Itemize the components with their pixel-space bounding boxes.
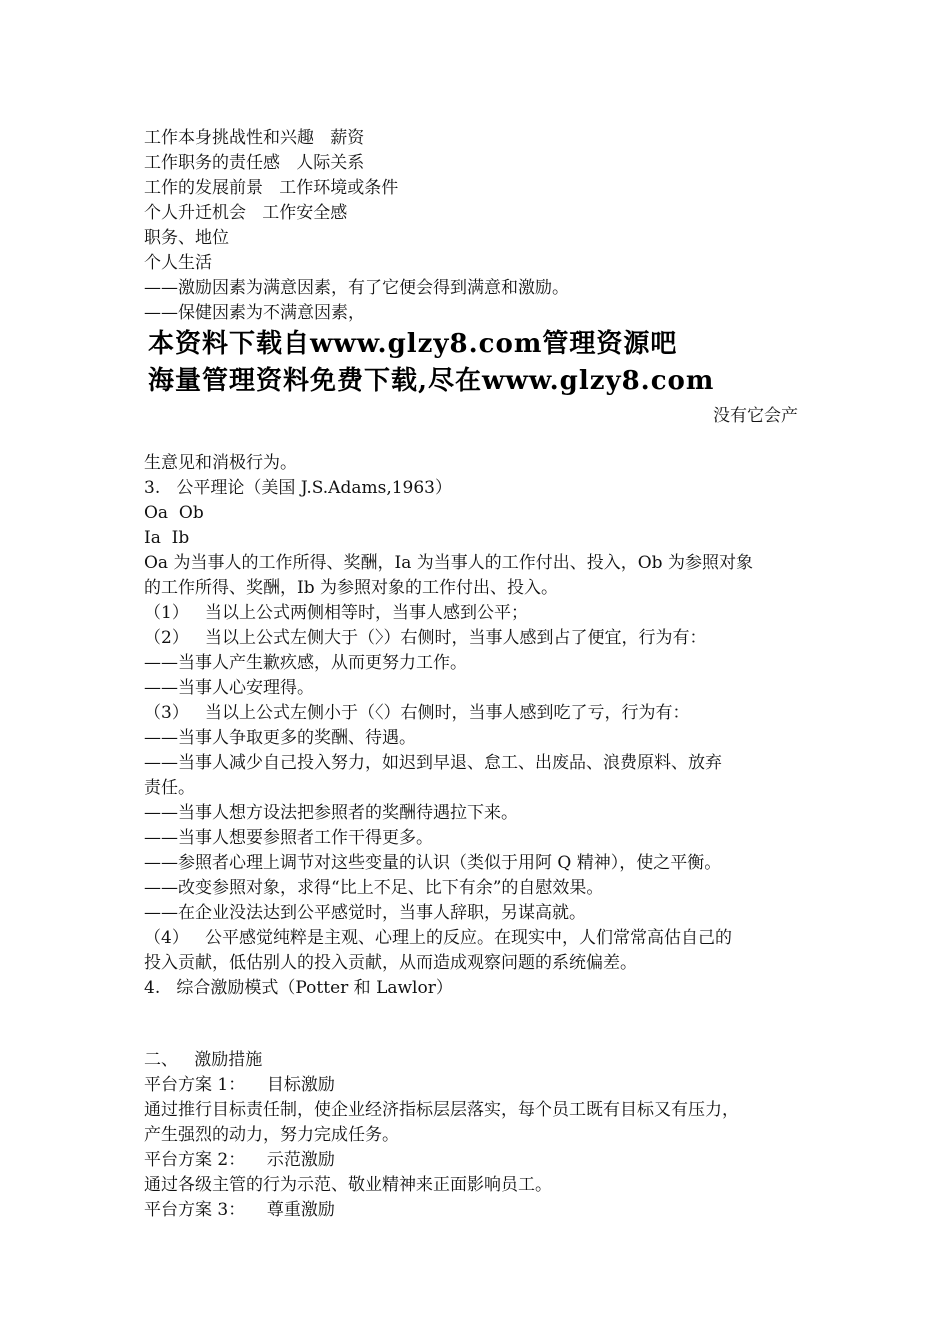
text-line: ——当事人产生歉疚感，从而更努力工作。 (144, 653, 467, 673)
text-line: 职务、地位 (144, 228, 229, 248)
continuation-text: 没有它会产 (713, 406, 798, 426)
text-line: 生意见和消极行为。 (144, 453, 297, 473)
text-line: 个人升迁机会 工作安全感 (144, 203, 348, 223)
text-line: 工作的发展前景 工作环境或条件 (144, 178, 399, 198)
text-line: 通过各级主管的行为示范、敬业精神来正面影响员工。 (144, 1175, 552, 1195)
text-line: ——在企业没法达到公平感觉时，当事人辞职，另谋高就。 (144, 903, 586, 923)
text-line: ——当事人争取更多的奖酬、待遇。 (144, 728, 416, 748)
text-line: ——当事人想方设法把参照者的奖酬待遇拉下来。 (144, 803, 518, 823)
text-line: 工作职务的责任感 人际关系 (144, 153, 365, 173)
text-line: 个人生活 (144, 253, 212, 273)
section-heading: 4. 综合激励模式（Potter 和 Lawlor） (144, 978, 453, 998)
formula-numerator: Oa Ob (144, 503, 204, 523)
subheading: 平台方案 2： 示范激励 (144, 1150, 335, 1170)
text-line: ——当事人心安理得。 (144, 678, 314, 698)
text-line: 产生强烈的动力，努力完成任务。 (144, 1125, 399, 1145)
text-line: Oa 为当事人的工作所得、奖酬，Ia 为当事人的工作付出、投入，Ob 为参照对象 (144, 553, 753, 573)
text-line: （4） 公平感觉纯粹是主观、心理上的反应。在现实中，人们常常高估自己的 (144, 928, 733, 948)
text-line: （2） 当以上公式左侧大于（〉）右侧时，当事人感到占了便宜，行为有： (144, 628, 707, 648)
text-line: 的工作所得、奖酬，Ib 为参照对象的工作付出、投入。 (144, 578, 559, 598)
text-line: 工作本身挑战性和兴趣 薪资 (144, 128, 365, 148)
text-line: ——保健因素为不满意因素， (144, 303, 365, 323)
section-heading: 3. 公平理论（美国 J.S.Adams,1963） (144, 478, 452, 498)
text-line: ——参照者心理上调节对这些变量的认识（类似于用阿 Q 精神），使之平衡。 (144, 853, 722, 873)
text-line: ——激励因素为满意因素，有了它便会得到满意和激励。 (144, 278, 569, 298)
text-line: 责任。 (144, 778, 195, 798)
watermark-line-1: 本资料下载自www.glzy8.com管理资源吧 (148, 329, 678, 359)
text-line: ——当事人减少自己投入努力，如迟到早退、怠工、出废品、浪费原料、放弃 (144, 753, 722, 773)
section-heading: 二、 激励措施 (144, 1050, 263, 1070)
subheading: 平台方案 3： 尊重激励 (144, 1200, 335, 1220)
text-line: ——改变参照对象，求得“比上不足、比下有余”的自慰效果。 (144, 878, 604, 898)
text-line: 通过推行目标责任制，使企业经济指标层层落实，每个员工既有目标又有压力， (144, 1100, 739, 1120)
formula-denominator: Ia Ib (144, 528, 190, 548)
text-line: （3） 当以上公式左侧小于（〈）右侧时，当事人感到吃了亏，行为有： (144, 703, 690, 723)
watermark-line-2: 海量管理资料免费下载,尽在www.glzy8.com (148, 366, 715, 396)
text-line: 投入贡献，低估别人的投入贡献，从而造成观察问题的系统偏差。 (144, 953, 637, 973)
text-line: ——当事人想要参照者工作干得更多。 (144, 828, 433, 848)
text-line: （1） 当以上公式两侧相等时，当事人感到公平； (144, 603, 529, 623)
subheading: 平台方案 1： 目标激励 (144, 1075, 335, 1095)
